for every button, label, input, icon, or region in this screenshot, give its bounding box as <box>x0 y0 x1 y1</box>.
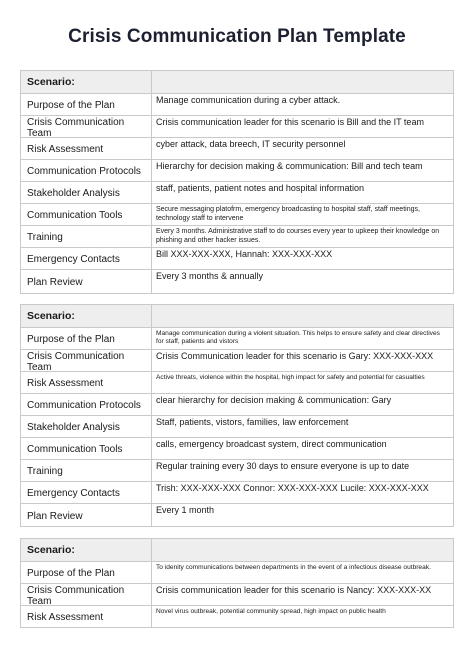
row-label: Risk Assessment <box>21 138 152 159</box>
scenario-value <box>152 71 453 93</box>
row-value: Every 1 month <box>156 505 215 515</box>
scenario-header <box>21 539 453 562</box>
table-row <box>21 226 453 248</box>
scenario-table-3 <box>20 538 454 628</box>
row-value: Crisis communication leader for this scenario is Bill and the IT team <box>156 117 424 127</box>
table-row <box>21 416 453 438</box>
table-row <box>21 394 453 416</box>
row-value: Secure messaging platofrm, emergency broadcasting to hospital staff, staff meetings, technology staff to intervene <box>156 206 420 222</box>
page-title: Crisis Communication Plan Template <box>68 26 406 47</box>
row-value: Crisis communication leader for this scenario is Nancy: XXX-XXX-XX <box>156 585 432 595</box>
scenario-value <box>152 539 453 561</box>
scenario-header <box>21 71 453 94</box>
row-value: Every 3 months. Administrative staff to do courses every year to upkeep their knowledge on phishing and other hacker issues. <box>156 228 440 244</box>
row-label: Training <box>21 460 152 481</box>
row-value: Novel virus outbreak, potential community spread, high impact on public health <box>156 608 386 615</box>
row-value: Regular training every 30 days to ensure everyone is up to date <box>156 461 410 471</box>
row-label: Crisis Communication Team <box>21 350 152 371</box>
table-row <box>21 584 453 606</box>
row-label: Emergency Contacts <box>21 248 152 269</box>
row-label: Risk Assessment <box>21 372 152 393</box>
scenario-label: Scenario: <box>21 539 152 561</box>
row-label: Purpose of the Plan <box>21 562 152 583</box>
row-label: Plan Review <box>21 504 152 526</box>
row-value: Bill XXX-XXX-XXX, Hannah: XXX-XXX-XXX <box>156 249 333 259</box>
row-value: Manage communication during a cyber attack. <box>156 95 341 105</box>
scenario-table-2 <box>20 304 454 527</box>
table-row <box>21 350 453 372</box>
row-value: calls, emergency broadcast system, direct communication <box>156 439 387 449</box>
row-label: Communication Tools <box>21 438 152 459</box>
table-row <box>21 160 453 182</box>
row-value: Every 3 months & annually <box>156 271 264 281</box>
row-value: To idenity communications between departments in the event of a infectious disease outbreak. <box>156 564 431 571</box>
row-value: cyber attack, data breech, IT security personnel <box>156 139 346 149</box>
table-row <box>21 182 453 204</box>
row-label: Purpose of the Plan <box>21 94 152 115</box>
row-value: Hierarchy for decision making & communication: Bill and tech team <box>156 161 423 171</box>
table-row <box>21 460 453 482</box>
table-row <box>21 606 453 628</box>
scenario-table-1 <box>20 70 454 294</box>
row-label: Purpose of the Plan <box>21 328 152 349</box>
table-row <box>21 138 453 160</box>
table-row <box>21 504 453 526</box>
row-label: Stakeholder Analysis <box>21 182 152 203</box>
scenario-header <box>21 305 453 328</box>
row-label: Communication Protocols <box>21 394 152 415</box>
row-label: Stakeholder Analysis <box>21 416 152 437</box>
table-row <box>21 270 453 293</box>
row-value: Trish: XXX-XXX-XXX Connor: XXX-XXX-XXX Lucile: XXX-XXX-XXX <box>156 483 429 493</box>
table-row <box>21 204 453 226</box>
row-label: Training <box>21 226 152 247</box>
row-label: Crisis Communication Team <box>21 116 152 137</box>
table-row <box>21 94 453 116</box>
scenario-label: Scenario: <box>21 71 152 93</box>
row-label: Risk Assessment <box>21 606 152 627</box>
row-value: Active threats, violence within the hospital, high impact for safety and potential for casualties <box>156 374 425 381</box>
table-row <box>21 562 453 584</box>
row-value: staff, patients, patient notes and hospital information <box>156 183 364 193</box>
row-value: clear hierarchy for decision making & communication: Gary <box>156 395 392 405</box>
row-label: Crisis Communication Team <box>21 584 152 605</box>
row-value: Manage communication during a violent situation. This helps to ensure safety and clear directives for staff, patients and vistors <box>156 330 440 346</box>
row-label: Emergency Contacts <box>21 482 152 503</box>
table-row <box>21 116 453 138</box>
table-row <box>21 372 453 394</box>
table-row <box>21 248 453 270</box>
scenario-value <box>152 305 453 327</box>
table-row <box>21 438 453 460</box>
row-label: Communication Tools <box>21 204 152 225</box>
table-row <box>21 482 453 504</box>
scenario-label: Scenario: <box>21 305 152 327</box>
row-value: Crisis Communication leader for this scenario is Gary: XXX-XXX-XXX <box>156 351 434 361</box>
table-row <box>21 328 453 350</box>
row-value: Staff, patients, vistors, families, law enforcement <box>156 417 349 427</box>
row-label: Plan Review <box>21 270 152 293</box>
row-label: Communication Protocols <box>21 160 152 181</box>
